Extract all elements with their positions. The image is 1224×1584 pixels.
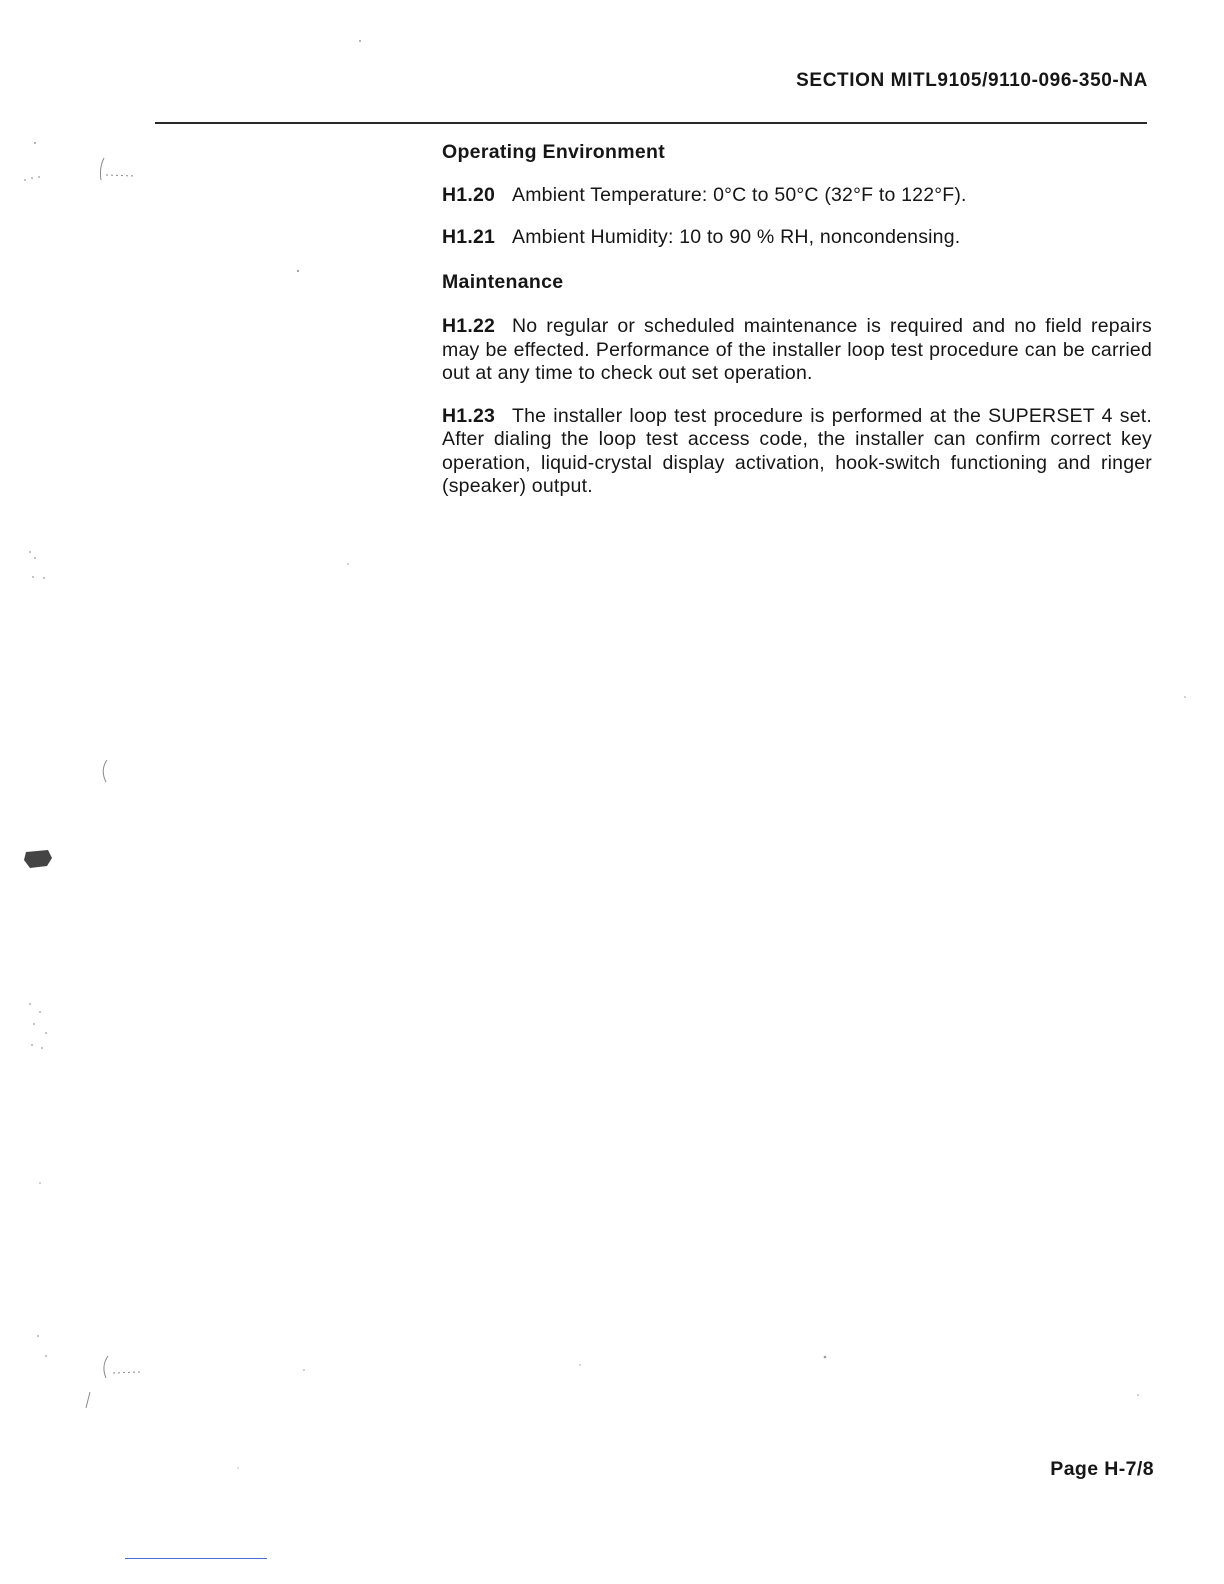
ink-blot <box>24 850 52 868</box>
paragraph-number: H1.22 <box>442 315 496 337</box>
paragraph-number: H1.23 <box>442 404 496 427</box>
paragraph-h1-20 <box>442 184 1152 208</box>
paragraph-h1-21 <box>442 226 1152 250</box>
paragraph-text: The installer loop test procedure is performed at the SUPERSET 4 set. After dialing the loop test access code, the installer can confirm correct key operation, liquid-crystal display activation, hook-switch functioning and ringer (speaker) output. <box>442 404 1152 497</box>
paragraph-number: H1.20 <box>442 184 496 206</box>
document-body <box>442 138 1152 499</box>
header-rule <box>155 122 1147 124</box>
paragraph-number: H1.21 <box>442 225 496 248</box>
paragraph-text: Ambient Temperature: 0°C to 50°C (32°F to 122°F). <box>512 184 967 206</box>
paragraph-h1-22 <box>442 315 1152 386</box>
heading-maintenance: Maintenance <box>442 271 564 293</box>
paragraph-h1-23 <box>442 405 1152 499</box>
paragraph-text: No regular or scheduled maintenance is required and no field repairs may be effected. Performance of the installer loop test procedure can be carried out at any time to check out set operation. <box>442 315 1152 384</box>
paragraph-text: Ambient Humidity: 10 to 90 % RH, noncondensing. <box>512 225 961 248</box>
heading-operating-environment: Operating Environment <box>442 141 665 163</box>
section-identifier: SECTION MITL9105/9110-096-350-NA <box>796 70 1148 91</box>
bottom-edge-line <box>125 1558 267 1559</box>
margin-marks <box>86 158 140 1408</box>
page-number: Page H-7/8 <box>1050 1458 1154 1480</box>
